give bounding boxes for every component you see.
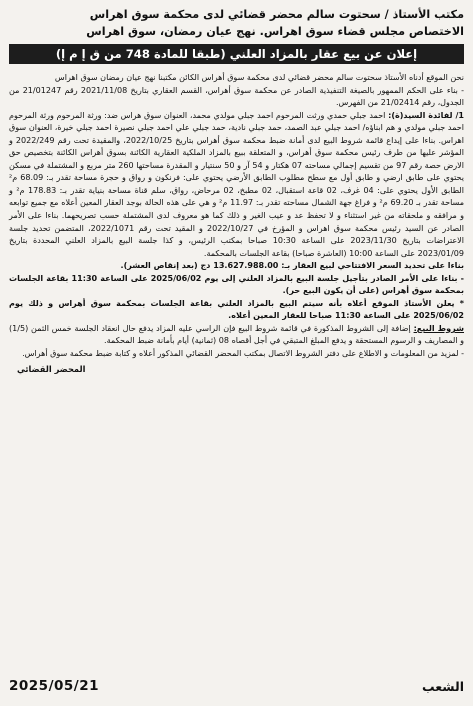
newspaper-name: الشعب	[422, 679, 464, 694]
announcement-body	[9, 72, 464, 375]
judgment-paragraph: - بناء على الحكم الممهور بالصيغة التنفيذية الصادر عن محكمة سوق أهراس، القسم العقاري بتاريخ 2021/11/08 رقم 21/01247 من الجدول، رقم 21/02414 من الفهرس.	[9, 85, 464, 108]
parties-text: احمد جبلي حمدي ورثت المرحوم احمد جبلي مولدي محمد، العنوان سوق هراس ضد: ورثة المرحوم ورثة المرحوم احمد جبلي مولدي و هم ابناؤه/ احمد جبلي عبد الصمد، حمد جبلي نادية، حمد جبلي علي احمد جبلي نصيرة احمد جبلي خيرة، العنوان سوق اهراس. بناءا على إيداع قائمة شروط البيع لدى أمانة ضبط محكمة سوق أهراس بتاريخ 2022/10/25، والمقيدة تحت رقم 2022/249 و المؤشر عليها من طرف رئيس محكمة سوق أهراس، و المتعلقة ببيع بالمزاد الملكية العقارية الكائنة بسوق أهراس الكائنة بتخصيص حق الارض حصة رقم 97 من تقسيم إجمالي مساحته 07 هكتار و 54 آر و 50 سنتيار و المقدرة مساحتها 260 متر مربع و المشتملة في مسكن يحتوي على طابق ارضي و طابق أول مع سطح مطلوب الطابق الأرضي يحتوي على: فرنكون و رواق و حجرة مساحة تقدر بـ: 68.09 م² الطابق الأول يحتوي على: 04 غرف، 02 قاعة استقبال، 02 مطبخ، 02 مرحاض، رواق، سلم قناة مساحة بنياية تقدر بـ: 178.83 م² و مساحة تقدر بـ 69.20 م² و فراغ جهة الشمال مساحته تقدر بـ: 11.97 م² و هي على هذه الحالة بوجد العقار المعين أعلاه مع جميع توابعه و مرافقه و ملحقاته من غير استثناء و لا تحفظ عد و عيب الغير و ذلك كما هو معروف لدى المشتملة حسب تصريحهما. بناءا على الأمر الصادر عن السيد رئيس محكمة سوق اهراس و المؤرخ في 2022/10/27 و المقيد تحت رقم 2022/1071، المتضمن تحديد جلسة الاعتراضات بتاريخ 2023/11/30 على الساعة 10:30 صباحا بمكتب الرئيس، و كذا جلسة البيع بالمزاد العلني المحددة بتاريخ 2023/01/09 على الساعة 10:00 (العاشرة صباحا) بقاعة الجلسات بالمحكمة.	[9, 110, 465, 258]
intro-paragraph: نحن الموقع أدناه الأستاذ سحتوت سالم محضر قضائي لدى محكمة سوق أهراس الكائن مكتبنا نهج عيان رمضان سوق اهراس	[54, 73, 464, 82]
announcement-page	[9, 6, 464, 694]
beneficiary-label: 1/ لفائدة السيد(ة):	[388, 110, 464, 120]
conditions-paragraph	[9, 323, 464, 348]
publication-date: 2025/05/21	[9, 678, 100, 694]
page-footer	[9, 678, 464, 694]
jurisdiction-line: الاختصاص مجلس قضاء سوق اهراس. نهج عيان رمضان، سوق اهراس	[86, 25, 464, 38]
opening-price-paragraph: بناءا على تحديد السعر الافتتاحي لبيع العقار بـ: 13.627.988.00 دج (بعد إنقاص العشر).	[120, 261, 464, 271]
signature: المحضر القضائي	[17, 363, 86, 374]
conditions-text: إضافة إلى الشروط المذكورة في قائمة شروط البيع فإن الراسي عليه المزاد يدفع حال انعقاد الجلسة خمس الثمن (1/5) و المصاريف و الرسوم المستحقة و يدفع المبلغ المتبقي في أجل أقصاه 08 (ثمانية) أيام بأمانة ضبط المحكمة.	[9, 323, 464, 346]
bailiff-office-line: مكتب الأستاذ / سحتوت سالم محضر قضائي لدى محكمة سوق اهراس	[89, 8, 464, 21]
conditions-label: شروط البيع:	[413, 323, 464, 333]
sale-notice-paragraph: * يعلن الأستاذ الموقع أعلاه بأنه سيتم البيع بالمزاد العلني بقاعة الجلسات بمحكمة سوق أهراس و ذلك يوم 2025/06/02 على الساعة 11:30 صباحا للعقار المعين أعلاه.	[9, 298, 464, 321]
info-paragraph: - لمزيد من المعلومات و الاطلاع على دفتر الشروط الاتصال بمكتب المحضر القضائي المذكور أعلاه و كتابة ضبط محكمة سوق أهراس.	[22, 349, 464, 359]
parties-paragraph	[9, 110, 464, 261]
postponement-paragraph: - بناءا على الأمر الصادر بتأجيل جلسة البيع بالمزاد العلني إلى يوم 2025/06/02 على الساعة 11:30 بقاعة الجلسات بمحكمة سوق أهراس (على أن يكون البيع حر).	[9, 273, 464, 296]
announcement-title-banner: إعلان عن بيع عقار بالمزاد العلني (طبقا للمادة 748 من ق إ م إ)	[9, 44, 464, 64]
